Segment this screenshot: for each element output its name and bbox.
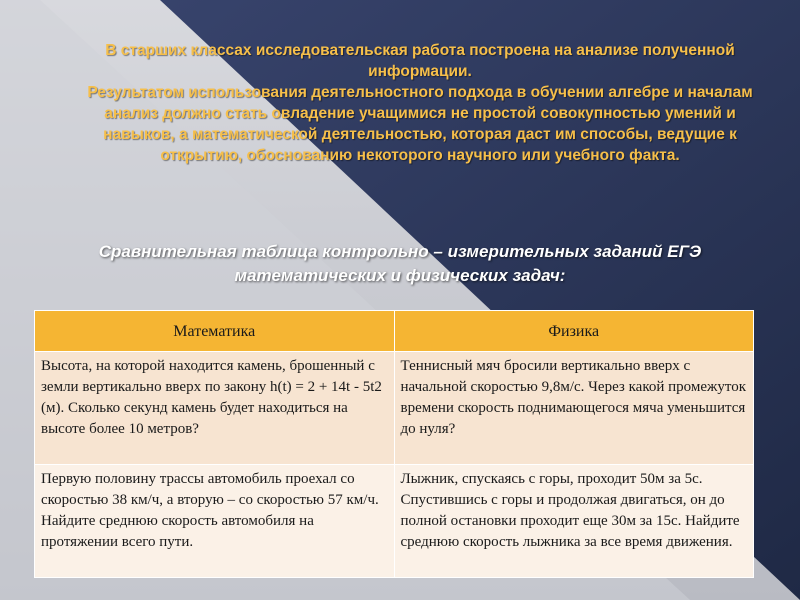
header-physics: Физика (394, 311, 754, 352)
cell-physics-task-2: Лыжник, спускаясь с горы, проходит 50м за 5с. Спустившись с горы и продолжая двигаться, он до полной остановки проходит еще 30м за 15с. Найдите среднюю скорость лыжника за все время движения. (394, 465, 754, 578)
table-row (35, 352, 754, 465)
cell-math-task-2: Первую половину трассы автомобиль проехал со скоростью 38 км/ч, а вторую – со скоростью 57 км/ч. Найдите среднюю скорость автомобиля на протяжении всего пути. (35, 465, 395, 578)
comparison-table (34, 310, 754, 578)
table-header-row (35, 311, 754, 352)
intro-line-1: В старших классах исследовательская работа построена на анализе полученной информации. (105, 42, 735, 80)
cell-physics-task-1: Теннисный мяч бросили вертикально вверх с начальной скоростью 9,8м/с. Через какой промежуток времени скорость поднимающегося мяча уменьшится до нуля? (394, 352, 754, 465)
header-math: Математика (35, 311, 395, 352)
table-subtitle: Сравнительная таблица контрольно – измерительных заданий ЕГЭ математических и физических задач: (98, 242, 702, 285)
intro-text (70, 40, 770, 166)
intro-line-2: Результатом использования деятельностного подхода в обучении алгебре и началам анализ должно стать овладение учащимися не простой совокупностью умений и навыков, а математической деятельностью, которая даст им способы, ведущие к открытию, обоснованию некоторого научного или учебного факта. (87, 84, 753, 164)
table-row (35, 465, 754, 578)
cell-math-task-1: Высота, на которой находится камень, брошенный с земли вертикально вверх по закону h(t) = 2 + 14t - 5t2 (м). Сколько секунд камень будет находиться на высоте более 10 метров? (35, 352, 395, 465)
